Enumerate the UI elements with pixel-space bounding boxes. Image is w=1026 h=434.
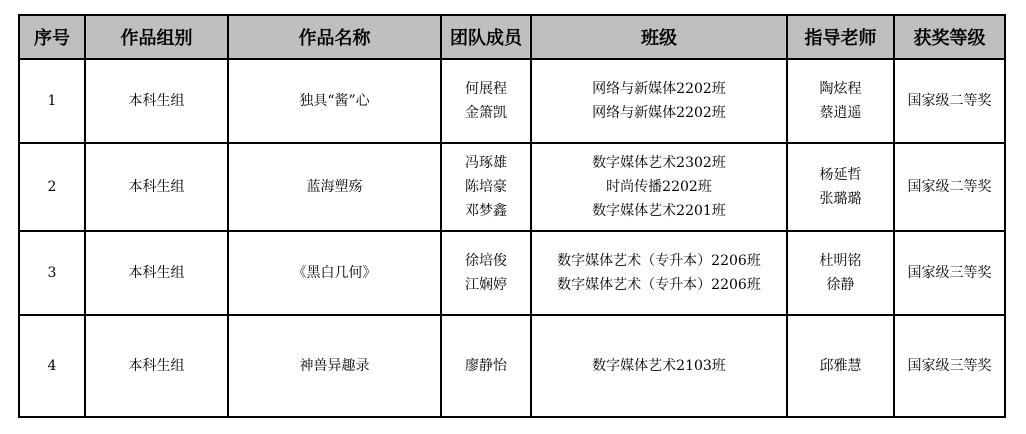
advisor-name: 杜明铭	[819, 253, 862, 269]
cell-work-name: 蓝海塑殇	[228, 143, 441, 231]
cell-members	[441, 59, 531, 143]
cell-index: 1	[19, 59, 85, 143]
member-name: 江娴婷	[465, 277, 507, 293]
awards-table	[18, 14, 1006, 418]
advisor-name: 邱雅慧	[819, 358, 862, 374]
class-name: 数字媒体艺术（专升本）2206班	[557, 253, 761, 269]
member-name: 廖静怡	[465, 358, 507, 374]
advisor-name: 杨延哲	[819, 167, 862, 183]
cell-work-name: 《黑白几何》	[228, 231, 441, 315]
advisor-name: 徐静	[826, 277, 855, 293]
cell-index: 3	[19, 231, 85, 315]
class-name: 时尚传播2202班	[606, 179, 712, 195]
cell-advisor	[787, 59, 894, 143]
cell-award: 国家级三等奖	[894, 315, 1005, 417]
member-name: 陈培豪	[465, 179, 507, 195]
class-name: 网络与新媒体2202班	[592, 81, 726, 97]
cell-index: 4	[19, 315, 85, 417]
table-row	[19, 143, 1005, 231]
cell-index: 2	[19, 143, 85, 231]
member-name: 邓梦鑫	[465, 203, 507, 219]
header-work-name: 作品名称	[228, 15, 441, 59]
advisor-name: 陶炫程	[819, 81, 862, 97]
cell-group: 本科生组	[85, 315, 228, 417]
cell-work-name: 独具“酱”心	[228, 59, 441, 143]
member-name: 何展程	[465, 81, 507, 97]
class-name: 网络与新媒体2202班	[592, 105, 726, 121]
class-name: 数字媒体艺术2302班	[592, 155, 726, 171]
member-name: 徐培俊	[465, 253, 507, 269]
cell-group: 本科生组	[85, 231, 228, 315]
advisor-name: 张璐璐	[819, 191, 862, 207]
cell-members	[441, 315, 531, 417]
header-advisor: 指导老师	[787, 15, 894, 59]
table-row	[19, 315, 1005, 417]
class-name: 数字媒体艺术2201班	[592, 203, 726, 219]
header-group: 作品组别	[85, 15, 228, 59]
class-name: 数字媒体艺术2103班	[592, 358, 726, 374]
advisor-name: 蔡逍遥	[819, 105, 862, 121]
cell-group: 本科生组	[85, 143, 228, 231]
table-header	[19, 15, 1005, 59]
cell-work-name: 神兽异趣录	[228, 315, 441, 417]
cell-advisor	[787, 143, 894, 231]
member-name: 冯琢雄	[465, 155, 507, 171]
cell-class	[531, 231, 787, 315]
header-members: 团队成员	[441, 15, 531, 59]
header-class: 班级	[531, 15, 787, 59]
cell-class	[531, 143, 787, 231]
table-row	[19, 231, 1005, 315]
header-index: 序号	[19, 15, 85, 59]
cell-group: 本科生组	[85, 59, 228, 143]
cell-award: 国家级二等奖	[894, 59, 1005, 143]
cell-class	[531, 59, 787, 143]
header-row	[19, 15, 1005, 59]
cell-advisor	[787, 231, 894, 315]
cell-award: 国家级二等奖	[894, 143, 1005, 231]
cell-members	[441, 231, 531, 315]
cell-class	[531, 315, 787, 417]
cell-members	[441, 143, 531, 231]
cell-award: 国家级三等奖	[894, 231, 1005, 315]
class-name: 数字媒体艺术（专升本）2206班	[557, 277, 761, 293]
cell-advisor	[787, 315, 894, 417]
table-body	[19, 59, 1005, 417]
table-row	[19, 59, 1005, 143]
header-award: 获奖等级	[894, 15, 1005, 59]
member-name: 金箫凯	[465, 105, 507, 121]
